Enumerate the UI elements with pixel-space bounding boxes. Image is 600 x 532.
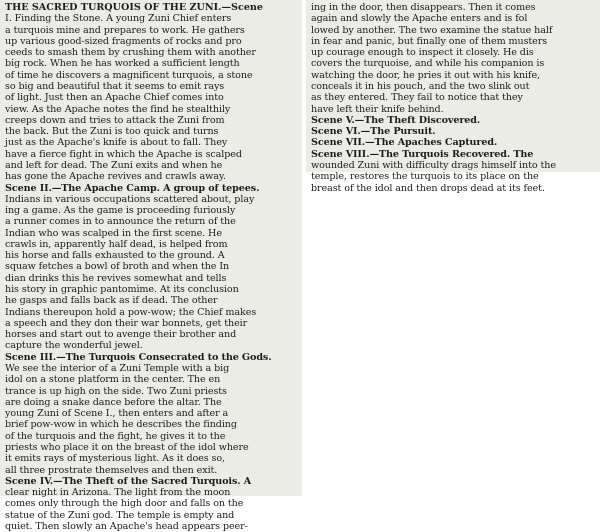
text-line: temple, restores the turquois to its place on the: [311, 171, 539, 183]
text-line: view. As the Apache notes the find he stealthily: [5, 103, 231, 115]
scene-7-heading-line: Scene VII.—The Apaches Captured.: [311, 137, 498, 149]
text-line: conceals it in his pouch, and the two slink out: [311, 80, 530, 92]
text-line: Indians in various occupations scattered about, play: [5, 193, 255, 205]
text-line: watching the door, he pries it out with his knife,: [311, 69, 540, 81]
text-line: creeps down and tries to attack the Zuni from: [5, 114, 225, 126]
text-line: have left their knife behind.: [311, 103, 444, 115]
scene-3-heading-line: Scene III.—The Turquois Consecrated to the Gods.: [5, 351, 272, 363]
scene-5-heading-line: Scene V.—The Theft Discovered.: [311, 114, 481, 126]
text-line: up courage enough to inspect it closely. He dis: [311, 47, 534, 59]
text-line: crawls in, apparently half dead, is helped from: [5, 238, 228, 250]
text-line: brief pow-wow in which he describes the finding: [5, 419, 237, 431]
text-line: ing in the door, then disappears. Then it comes: [311, 2, 536, 13]
text-line: trance is up high on the side. Two Zuni priests: [5, 385, 227, 397]
text-line: of time he discovers a magnificent turquois, a stone: [5, 69, 253, 81]
text-line: a speech and they don their war bonnets, get their: [5, 317, 248, 329]
text-line: of light. Just then an Apache Chief comes into: [5, 92, 224, 104]
text-line: his story in graphic pantomime. At its conclusion: [5, 284, 239, 296]
text-line: clear night in Arizona. The light from the moon: [5, 487, 231, 499]
text-line: covers the turquoise, and while his companion is: [311, 58, 545, 70]
text-line: dian drinks this he revives somewhat and tells: [5, 272, 227, 284]
text-line: have a fierce fight in which the Apache is scalped: [5, 148, 242, 160]
text-line: up various good-sized fragments of rocks and pro: [5, 35, 242, 47]
scene-8-heading-line: Scene VIII.—The Turquois Recovered. The: [311, 148, 534, 160]
text-line: Indians thereupon hold a pow-wow; the Chief makes: [5, 306, 257, 318]
text-line: a runner comes in to announce the return of the: [5, 216, 236, 228]
article-title-line: THE SACRED TURQUOIS OF THE ZUNI.—Scene: [5, 2, 264, 13]
text-line: ceeds to smash them by crushing them with another: [5, 47, 256, 59]
text-line: he gasps and falls back as if dead. The other: [5, 295, 218, 307]
text-line: are doing a snake dance before the altar. The: [5, 396, 222, 408]
text-line: his horse and falls exhausted to the ground. A: [5, 250, 225, 262]
text-line: and left for dead. The Zuni exits and when he: [5, 159, 223, 171]
text-line: capture the wonderful jewel.: [5, 340, 143, 352]
scene-2-heading-line: Scene II.—The Apache Camp. A group of tepees.: [5, 182, 260, 194]
text-line: has gone the Apache revives and crawls away.: [5, 171, 226, 183]
text-line: I. Finding the Stone. A young Zuni Chief enters: [5, 13, 232, 25]
text-line: squaw fetches a bowl of broth and when the In: [5, 261, 230, 273]
scene-4-heading-line: Scene IV.—The Theft of the Sacred Turquois. A: [5, 475, 252, 487]
text-line: statue of the Zuni god. The temple is empty and: [5, 509, 235, 521]
text-line: again and slowly the Apache enters and is fol: [311, 13, 528, 25]
text-line: We see the interior of a Zuni Temple with a big: [5, 363, 230, 374]
right-column: [306, 0, 600, 194]
text-line: as they entered. They fail to notice that they: [311, 92, 523, 104]
text-line: quiet. Then slowly an Apache's head appears peer-: [5, 520, 248, 532]
text-line: horses and start out to avenge their brother and: [5, 329, 237, 341]
text-line: so big and beautiful that it seems to emit rays: [5, 80, 225, 92]
text-line: big rock. When he has worked a sufficient length: [5, 58, 240, 70]
text-line: priests who place it on the breast of the idol where: [5, 441, 249, 453]
text-line: Indian who was scalped in the first scene. He: [5, 227, 222, 239]
text-line: comes only through the high door and falls on the: [5, 498, 244, 510]
text-line: idol on a stone platform in the center. The en: [5, 374, 221, 386]
text-line: ing a game. As the game is proceeding furiously: [5, 205, 236, 217]
scene-6-heading-line: Scene VI.—The Pursuit.: [311, 126, 436, 138]
text-line: of the turquois and the fight, he gives it to the: [5, 430, 226, 442]
text-line: breast of the idol and then drops dead at its feet.: [311, 182, 545, 194]
text-line: just as the Apache's knife is about to fall. They: [5, 137, 228, 149]
text-line: wounded Zuni with difficulty drags himself into the: [311, 159, 556, 171]
text-line: it emits rays of mysterious light. As it does so,: [5, 453, 225, 465]
text-line: in fear and panic, but finally one of them musters: [311, 35, 548, 47]
text-line: young Zuni of Scene I., then enters and after a: [5, 408, 229, 420]
text-line: lowed by another. The two examine the statue half: [311, 24, 553, 36]
text-line: the back. But the Zuni is too quick and turns: [5, 126, 219, 138]
text-line: all three prostrate themselves and then exit.: [5, 464, 218, 476]
text-line: a turquois mine and prepares to work. He gathers: [5, 24, 245, 36]
